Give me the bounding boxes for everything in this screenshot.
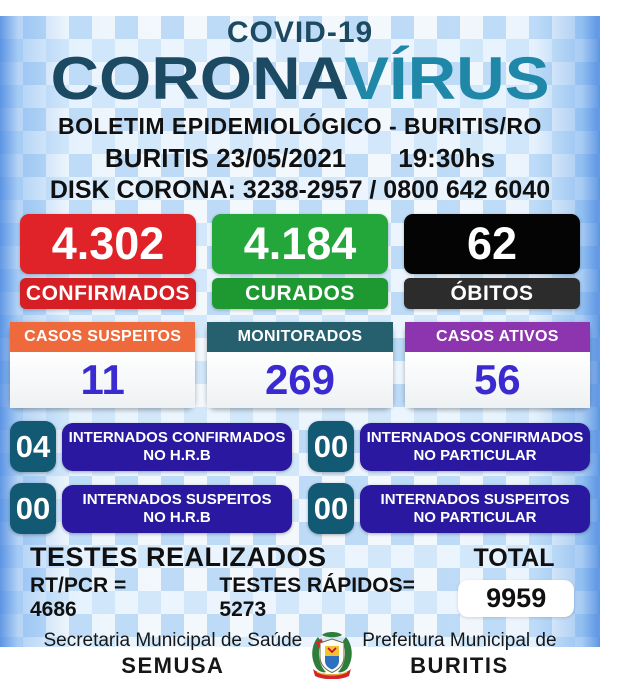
buritis-coat-of-arms-icon: [308, 629, 356, 679]
hospitalized-suspected-hrb-label: [62, 485, 292, 533]
hotline: DISK CORONA: 3238-2957 / 0800 642 6040: [49, 176, 551, 204]
covid-title: COVID-19: [226, 16, 374, 49]
coronavirus-title-light: VÍRUS: [344, 45, 550, 112]
hospitalized-confirmed-hrb: [10, 421, 292, 472]
hospitalized-confirmed-hrb-count: 04: [10, 421, 56, 472]
recovered-label: CURADOS: [212, 278, 388, 309]
report-time: 19:30hs: [398, 143, 496, 173]
hospitalized-confirmed-private-label: [360, 423, 590, 471]
label-line1: INTERNADOS CONFIRMADOS: [68, 428, 286, 446]
suspected-cases-value: 11: [10, 352, 195, 408]
confirmed-value: 4.302: [20, 214, 196, 274]
rapid-tests-count: TESTES RÁPIDOS= 5273: [219, 574, 415, 621]
coronavirus-title-dark: CORONA: [50, 45, 345, 112]
rtpcr-count: RT/PCR = 4686: [30, 574, 127, 621]
city-date-row: [0, 143, 600, 174]
recovered-card: [212, 214, 388, 309]
label-line2: NO H.R.B: [143, 446, 211, 464]
confirmed-card: [20, 214, 196, 309]
hospitalized-confirmed-private-count: 00: [308, 421, 354, 472]
label-line2: NO PARTICULAR: [413, 446, 537, 464]
coronavirus-title: [0, 45, 636, 112]
monitored-value: 269: [207, 352, 392, 408]
label-line2: NO H.R.B: [143, 508, 211, 526]
covid-bulletin-poster: [0, 16, 600, 678]
city-date: BURITIS 23/05/2021: [104, 143, 347, 173]
deaths-label: ÓBITOS: [404, 278, 580, 309]
footer: [0, 629, 600, 679]
tests-total-value: 9959: [458, 580, 574, 617]
monitored-label: MONITORADOS: [207, 322, 392, 352]
active-cases-value: 56: [405, 352, 590, 408]
tests-title-row: [0, 542, 600, 573]
hospitalized-suspected-private-label: [360, 485, 590, 533]
hospitalized-grid: [0, 421, 600, 534]
label-line2: NO PARTICULAR: [413, 508, 537, 526]
label-line1: INTERNADOS SUSPEITOS: [82, 490, 272, 508]
health-secretary-block: [43, 630, 302, 679]
monitored-card: [207, 322, 392, 408]
deaths-card: [404, 214, 580, 309]
city-hall-block: [362, 630, 556, 679]
city-hall-city: BURITIS: [410, 652, 509, 678]
hospitalized-confirmed-private: [308, 421, 590, 472]
active-cases-label: CASOS ATIVOS: [405, 322, 590, 352]
health-secretary-name: Secretaria Municipal de Saúde: [43, 629, 303, 651]
tests-title: TESTES REALIZADOS: [30, 542, 327, 572]
health-secretary-acronym: SEMUSA: [121, 652, 225, 678]
hospitalized-suspected-private: [308, 483, 590, 534]
deaths-value: 62: [404, 214, 580, 274]
confirmed-label: CONFIRMADOS: [20, 278, 196, 309]
suspected-cases-card: [10, 322, 195, 408]
hospitalized-confirmed-hrb-label: [62, 423, 292, 471]
tests-total-label: TOTAL: [473, 544, 555, 572]
bulletin-subtitle: BOLETIM EPIDEMIOLÓGICO - BURITIS/RO: [58, 113, 542, 139]
summary-cards-row: [0, 214, 600, 309]
tests-values-row: [0, 574, 600, 622]
status-cards-row: [0, 322, 600, 408]
active-cases-card: [405, 322, 590, 408]
suspected-cases-label: CASOS SUSPEITOS: [10, 322, 195, 352]
label-line1: INTERNADOS CONFIRMADOS: [366, 428, 584, 446]
city-hall-name: Prefeitura Municipal de: [362, 629, 557, 651]
hospitalized-suspected-hrb: [10, 483, 292, 534]
recovered-value: 4.184: [212, 214, 388, 274]
label-line1: INTERNADOS SUSPEITOS: [380, 490, 570, 508]
hospitalized-suspected-hrb-count: 00: [10, 483, 56, 534]
hospitalized-suspected-private-count: 00: [308, 483, 354, 534]
